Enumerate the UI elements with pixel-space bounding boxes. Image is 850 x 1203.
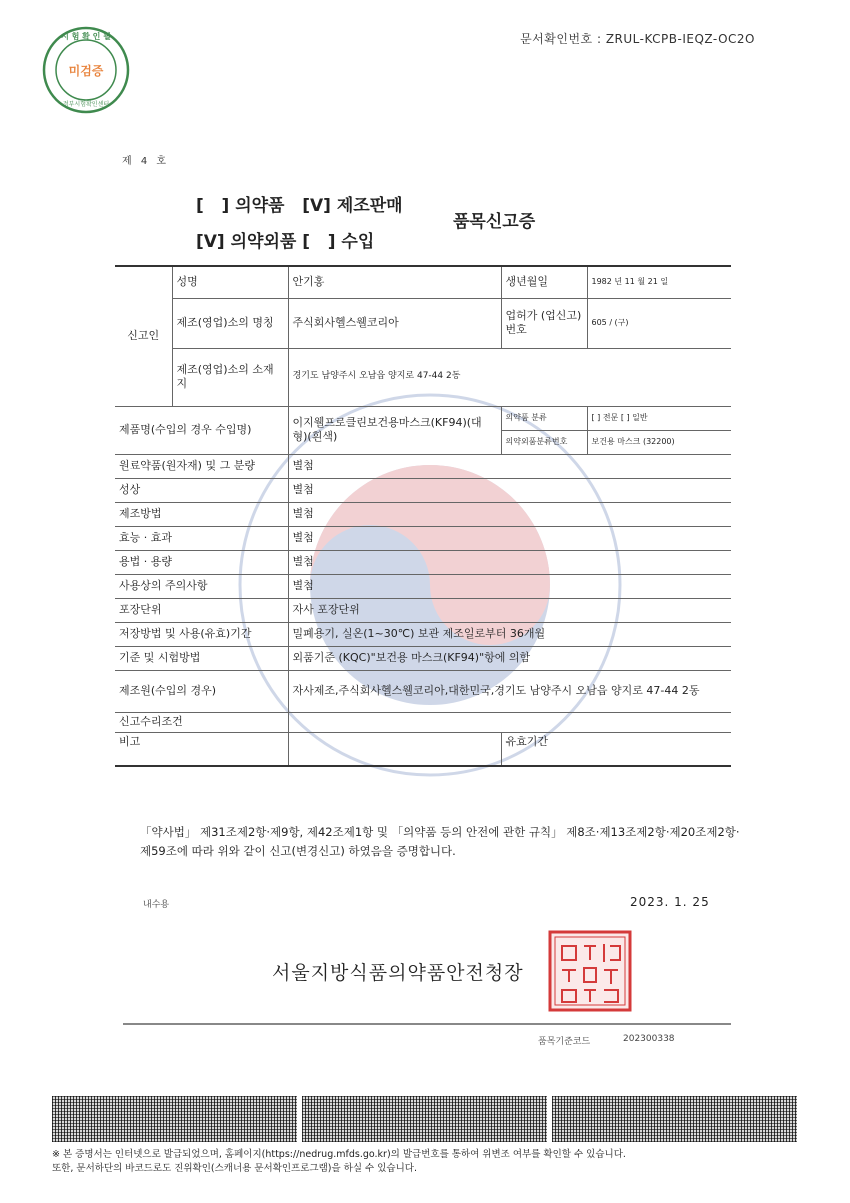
notice-line-2: 또한, 문서하단의 바코드로도 진위확인(스캐너용 문서확인프로그램)을 하실 수 있습니다. [52, 1163, 417, 1174]
applicant-section-label: 신고인 [115, 266, 172, 406]
product-code-label: 품목기준코드 [538, 1037, 591, 1047]
seal-mid-text: 미검증 [68, 64, 104, 78]
notice-line-1: ※ 본 증명서는 인터넷으로 발급되었으며, 홈페이지(https://nedrug.mfds.go.kr)의 발급번호를 통하여 위변조 여부를 확인할 수 있습니다. [52, 1149, 626, 1160]
title-line-1: [ ] 의약품 [V] 제조판매 [196, 196, 403, 216]
row-value: 별첨 [288, 574, 731, 598]
row-label: 원료약품(원자재) 및 그 분량 [115, 454, 288, 478]
row-value: 자사 포장단위 [288, 598, 731, 622]
row-label: 저장방법 및 사용(유효)기간 [115, 622, 288, 646]
row-label: 제조원(수입의 경우) [115, 670, 288, 712]
birth-label: 생년월일 [501, 266, 587, 298]
remarks-value [288, 732, 501, 766]
row-value: 별첨 [288, 550, 731, 574]
license-label: 업허가 (업신고)번호 [501, 298, 587, 348]
row-label: 기준 및 시험방법 [115, 646, 288, 670]
product-code-value: 202300338 [623, 1034, 675, 1044]
category-label: 의약외품분류번호 [501, 430, 587, 454]
receipt-type: 내수용 [143, 900, 170, 910]
drug-class-value: [ ] 전문 [ ] 일반 [587, 406, 731, 430]
address-value: 경기도 남양주시 오남읍 양지로 47-44 2동 [288, 348, 731, 406]
signature-divider [123, 1023, 731, 1025]
authenticity-notice [52, 1148, 802, 1176]
row-value: 밀폐용기, 실온(1~30℃) 보관 제조일로부터 36개월 [288, 622, 731, 646]
row-value: 별첨 [288, 502, 731, 526]
row-label: 용법 · 용량 [115, 550, 288, 574]
product-name-label: 제품명(수입의 경우 수입명) [115, 406, 288, 454]
document-number: 문서확인번호 : ZRUL-KCPB-IEQZ-OC2O [520, 32, 755, 46]
address-label: 제조(영업)소의 소재지 [172, 348, 288, 406]
row-label: 사용상의 주의사항 [115, 574, 288, 598]
form-number: 제 4 호 [122, 156, 170, 167]
remarks-label: 비고 [115, 732, 288, 766]
row-value: 외품기준 (KQC)"보건용 마스크(KF94)"항에 의함 [288, 646, 731, 670]
seal-bottom-text: 정부시험확인센터 [62, 101, 110, 108]
company-value: 주식회사헬스웰코리아 [288, 298, 501, 348]
row-value: 자사제조,주식회사헬스웰코리아,대한민국,경기도 남양주시 오남읍 양지로 47-44 2동 [288, 670, 731, 712]
category-value: 보건용 마스크 (32200) [587, 430, 731, 454]
row-label: 신고수리조건 [115, 712, 288, 732]
issuing-authority: 서울지방식품의약품안전청장 [272, 962, 524, 984]
row-value: 별첨 [288, 478, 731, 502]
license-value: 605 / (구) [587, 298, 731, 348]
verification-barcode-2 [302, 1096, 547, 1142]
verification-seal-icon [42, 26, 130, 114]
verification-barcode-1 [52, 1096, 297, 1142]
row-label: 효능 · 효과 [115, 526, 288, 550]
row-label: 제조방법 [115, 502, 288, 526]
product-name-value: 이지웰프로클린보건용마스크(KF94)(대형)(흰색) [288, 406, 501, 454]
certificate-table [115, 265, 731, 767]
name-label: 성명 [172, 266, 288, 298]
row-value: 별첨 [288, 526, 731, 550]
row-label: 성상 [115, 478, 288, 502]
certification-statement: 「약사법」 제31조제2항·제9항, 제42조제1항 및 「의약품 등의 안전에 관한 규칙」 제8조·제13조제2항·제20조제2항·제59조에 따라 위와 같이 신고(변경신고) 하였음을 증명합니다. [140, 825, 740, 858]
company-label: 제조(영업)소의 명칭 [172, 298, 288, 348]
seal-top-text: 시 험 확 인 필 [61, 32, 111, 41]
name-value: 안기홍 [288, 266, 501, 298]
drug-class-label: 의약품 분류 [501, 406, 587, 430]
row-value [288, 712, 731, 732]
expiry-label: 유효기간 [501, 732, 731, 766]
document-title: 품목신고증 [453, 212, 536, 232]
verification-barcode-3 [552, 1096, 797, 1142]
birth-value: 1982 년 11 월 21 일 [587, 266, 731, 298]
row-label: 포장단위 [115, 598, 288, 622]
issue-date: 2023. 1. 25 [630, 895, 710, 909]
title-line-2: [V] 의약외품 [ ] 수입 [196, 232, 375, 252]
official-stamp-icon [548, 930, 632, 1012]
row-value: 별첨 [288, 454, 731, 478]
